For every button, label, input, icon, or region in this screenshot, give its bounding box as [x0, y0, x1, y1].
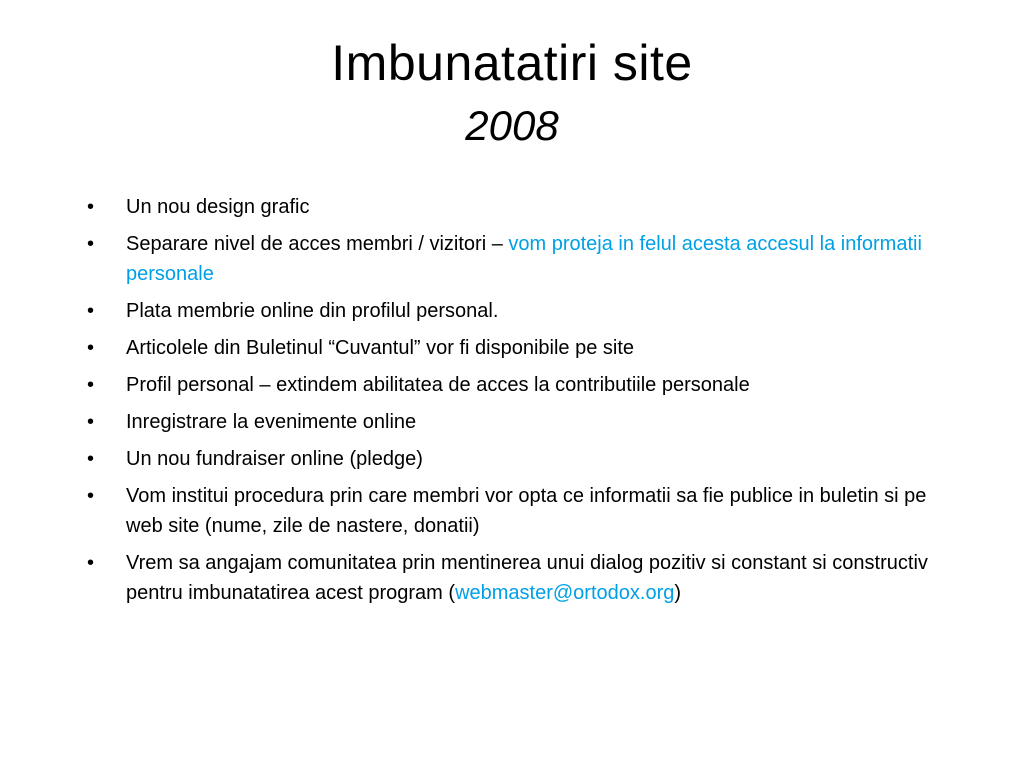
bullet-item: [80, 481, 960, 541]
bullet-icon: •: [87, 485, 95, 507]
slide-title: Imbunatatiri site: [331, 35, 693, 91]
bullet-item: [80, 407, 960, 437]
bullet-icon: •: [87, 233, 95, 255]
bullet-icon: •: [87, 448, 95, 470]
bullet-text: Inregistrare la evenimente online: [126, 411, 417, 433]
bullet-text-end: ): [674, 582, 682, 604]
bullet-item: [80, 229, 960, 289]
bullet-text: Un nou fundraiser online (pledge): [126, 448, 423, 470]
bullet-icon: •: [87, 196, 95, 218]
bullet-item: [80, 296, 960, 326]
bullet-icon: •: [87, 374, 95, 396]
bullet-text: Un nou design grafic: [126, 196, 310, 218]
bullet-item: [80, 444, 960, 474]
slide-subtitle: 2008: [465, 102, 559, 149]
bullet-icon: •: [87, 411, 95, 433]
bullet-text: Articolele din Buletinul “Cuvantul” vor fi disponibile pe site: [126, 337, 635, 359]
bullet-text: Plata membrie online din profilul personal.: [126, 300, 499, 322]
bullet-text: Vrem sa angajam comunitatea prin mentinerea unui dialog pozitiv si constant si constructiv pentru imbunatatirea acest program (: [126, 552, 928, 604]
bullet-item: [80, 548, 960, 608]
bullet-icon: •: [87, 300, 95, 322]
bullet-text: Separare nivel de acces membri / vizitori –: [126, 233, 509, 255]
webmaster-email-link[interactable]: webmaster@ortodox.org: [455, 582, 675, 604]
title-block: [0, 30, 1024, 154]
bullet-highlight-text: vom proteja in felul acesta accesul la informatii personale: [126, 233, 922, 285]
bullet-list: [80, 192, 960, 615]
bullet-text: Vom institui procedura prin care membri vor opta ce informatii sa fie publice in buletin si pe web site (nume, zile de nastere, donatii): [126, 485, 927, 537]
bullet-item: [80, 333, 960, 363]
bullet-icon: •: [87, 337, 95, 359]
bullet-item: [80, 192, 960, 222]
bullet-icon: •: [87, 552, 95, 574]
bullet-text: Profil personal – extindem abilitatea de acces la contributiile personale: [126, 374, 750, 396]
bullet-item: [80, 370, 960, 400]
